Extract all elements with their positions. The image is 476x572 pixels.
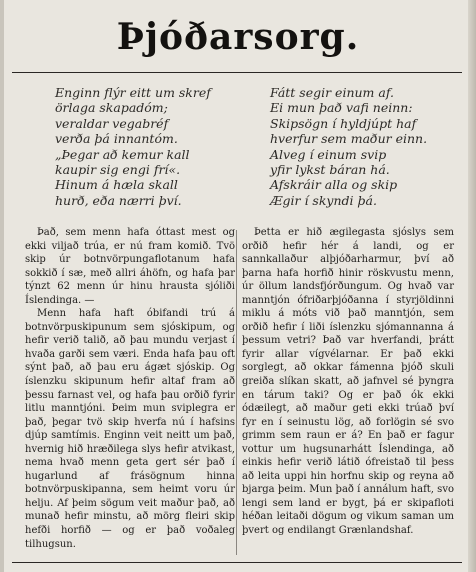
poem-line: Ægir í skyndi þá. xyxy=(270,192,377,208)
paragraph: Menn hafa haft óbifandi trú á botnvörpuskipunum sem sjóskipum, og hefir verið talið, að þau mundu verjast í hvaða garði sem væri. Enda hafa þau oft sýnt það, að þau eru ágæt sjóskip. Og íslenzku skipunum hefir altaf fram að þessu farnast vel, og hafa þau orðið fyrir litlu manntjóni. Þeim mun sviplegra er það, þegar tvö skip hverfa nú í hafsins djúp samtímis. Enginn veit neitt um það, hvernig hið hræðilega slys hefir atvikast, nema hvað menn geta gert sér það í hugarlund af frásögnum hinna botnvörpuskipanna, sem heimt voru úr helju. Af þeim sögum veit maður það, að munað hefir minstu, að mörg fleiri skip hefði horfið — og er það voðaleg tilhugsun. xyxy=(25,308,235,550)
poem-line: Enginn flýr eitt um skref xyxy=(55,85,211,100)
poem-line: örlaga skapadóm; xyxy=(55,100,168,116)
poem-line: yfir lykst báran há. xyxy=(270,162,390,178)
title-rule xyxy=(12,72,462,73)
poem-line: Skipsögn í hyldjúpt haf xyxy=(270,115,417,131)
poem-line: „Þegar að kemur kall xyxy=(55,146,190,162)
page-edge-right xyxy=(468,0,476,572)
poem-line: Alveg í einum svip xyxy=(270,146,387,162)
poem-line: kaupir sig engi frí«. xyxy=(55,162,181,178)
column-divider xyxy=(236,230,237,555)
poem-right-stanza xyxy=(270,85,460,208)
poem-line: hverfur sem maður einn. xyxy=(270,131,428,147)
page-edge-left xyxy=(0,0,4,572)
paragraph: Það, sem menn hafa óttast mest og ekki viljað trúa, er nú fram komið. Tvö skip úr botnvörpungaflotanum hafa sokkið í sæ, með allri áhöfn, og hafa þar týnzt 62 menn úr hinu hrausta sjóliði Íslendinga. — xyxy=(25,227,235,306)
poem-line: veraldar vegabréf xyxy=(55,115,169,131)
article-column-left xyxy=(25,226,235,551)
article-title: Þjóðarsorg. xyxy=(116,16,360,58)
article-column-right xyxy=(242,226,454,538)
poem-line: hurð, eða nærri því. xyxy=(55,192,182,208)
poem-left-stanza xyxy=(55,85,245,208)
poem-line: Fátt segir einum af. xyxy=(270,85,394,100)
bottom-rule xyxy=(12,562,462,563)
poem-line: Hinum á hæla skall xyxy=(55,177,178,193)
poem-line: Ei mun það vafi neinn: xyxy=(270,100,413,116)
poem-line: verða þá innantóm. xyxy=(55,131,178,147)
paragraph: Þetta er hið ægilegasta sjóslys sem orðið hefir hér á landi, og er sannkallaður alþjóðarharmur, því að þarna hafa horfið hinir röskvustu menn, úr öllum landsfjórðungum. Og hvað var manntjón ófriðarþjóðanna í styrjöldinni miklu á móts við það manntjón, sem orðið hefir í liði íslenzku sjómannanna á þessum vetri? Það var hverfandi, þrátt fyrir allar vígvélarnar. Er það ekki sorglegt, að okkar fámenna þjóð skuli greiða slíkan skatt, að jafnvel sé þyngra en tárum taki? Og er það ók ekki ódæilegt, að maður geti ekki trúað því fyr en í seinustu lög, að forlögin sé svo grimm sem raun er á? En það er fagur vottur um hugsunarhátt Íslendinga, að einkis hefir verið látið ófreistað til þess að leita uppi hin horfnu skip og reyna að bjarga þeim. Mun það í annálum haft, svo lengi sem land er bygt, þá er skipafloti héðan leitaði dögum og vikum saman um þvert og endilangt Grænlandshaf. xyxy=(242,227,454,537)
poem-line: Afskráir alla og skip xyxy=(270,177,398,193)
